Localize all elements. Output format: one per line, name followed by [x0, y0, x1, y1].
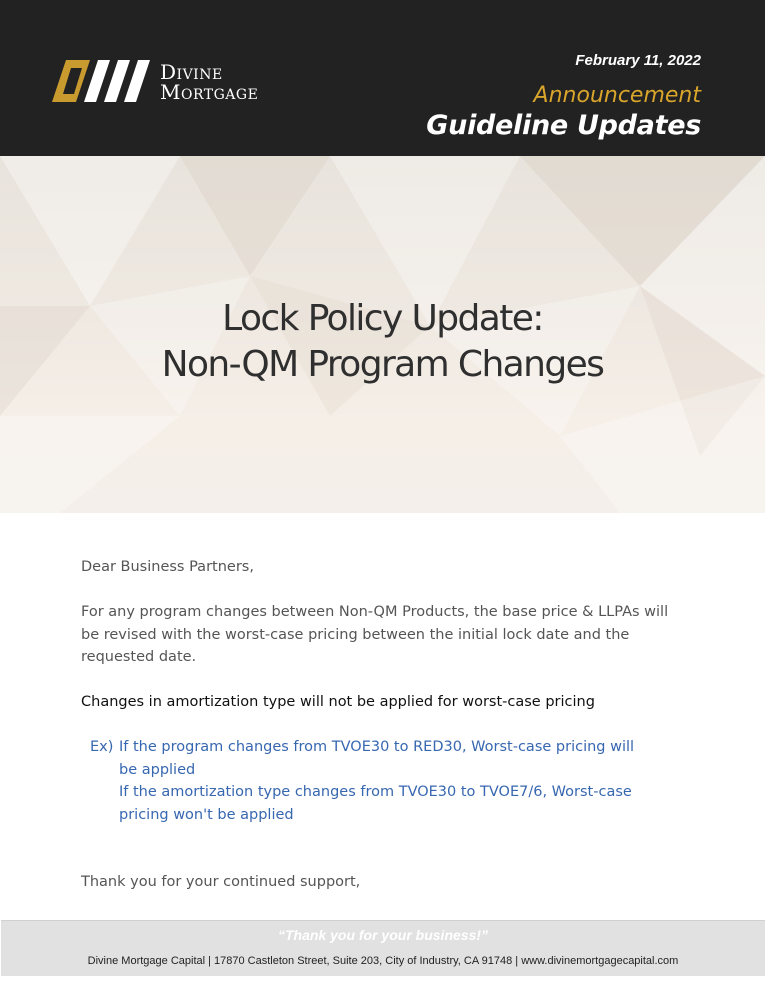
- footer-quote: “Thank you for your business!”: [277, 927, 489, 943]
- footer: [1, 920, 765, 976]
- logo-line-1: Divine: [160, 60, 223, 84]
- examples-block: [90, 736, 650, 826]
- logo-wordmark: [160, 62, 258, 102]
- paragraph-pricing-policy: For any program changes between Non-QM Products, the base price & LLPAs will be revised with the worst-case pricing between the initial lock date and the requested date.: [81, 604, 669, 665]
- header-title: Guideline Updates: [426, 110, 701, 141]
- hero-banner: [0, 156, 765, 513]
- logo-stripes-icon: [52, 60, 160, 102]
- hero-title-line-2: Non-QM Program Changes: [161, 344, 604, 385]
- example-prefix: Ex): [90, 739, 114, 755]
- logo-line-2: Mortgage: [160, 80, 259, 104]
- greeting: Dear Business Partners,: [81, 559, 254, 575]
- hero-title: [0, 296, 765, 388]
- example-text-1: If the program changes from TVOE30 to RED30, Worst-case pricing will be applied: [119, 739, 635, 778]
- announcement-label: Announcement: [533, 83, 701, 108]
- company-logo: [52, 60, 282, 104]
- closing-line: Thank you for your continued support,: [81, 874, 361, 890]
- announcement-date: February 11, 2022: [575, 52, 701, 69]
- example-item-2: [90, 781, 650, 826]
- hero-title-line-1: Lock Policy Update:: [222, 298, 543, 339]
- example-item-1: [90, 736, 650, 781]
- paragraph-amortization-note: Changes in amortization type will not be applied for worst-case pricing: [81, 694, 595, 710]
- header-banner: [0, 0, 765, 156]
- footer-address: Divine Mortgage Capital | 17870 Castleton Street, Suite 203, City of Industry, CA 91748 | www.divinemortgagecapital.com: [87, 955, 679, 967]
- example-text-2: If the amortization type changes from TVOE30 to TVOE7/6, Worst-case pricing won't be applied: [119, 784, 632, 823]
